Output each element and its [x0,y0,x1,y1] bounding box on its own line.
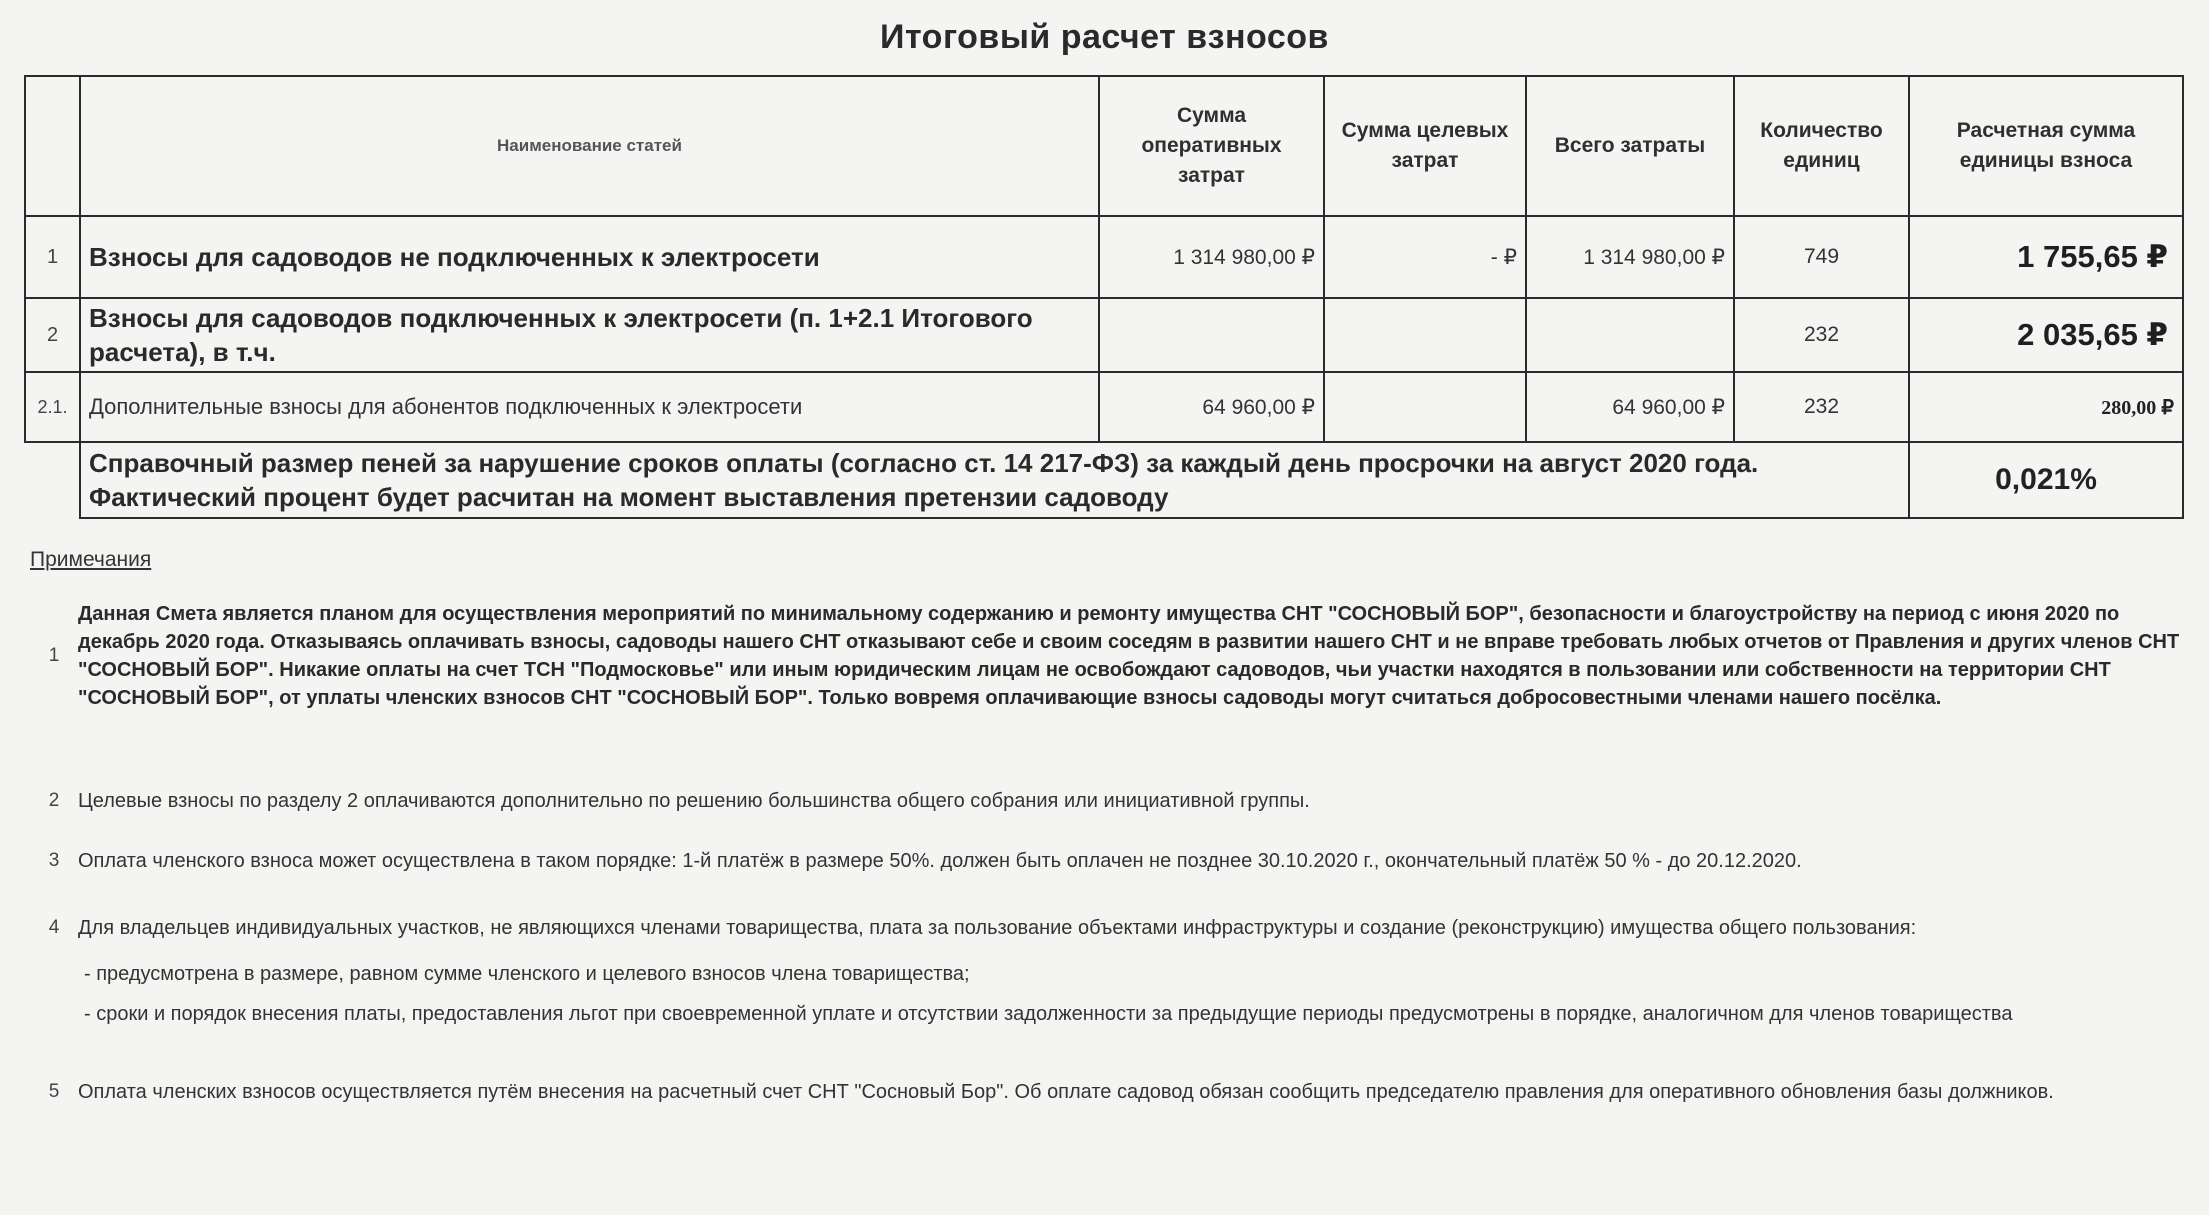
row-num: 1 [25,216,80,298]
note-text: Оплата членского взноса может осуществлена в таком порядке: 1-й платёж в размере 50%. должен быть оплачен не позднее 30.10.2020 г., окончательный платёж 50 % - до 20.12.2020. [78,850,1802,872]
penalty-row [25,442,2183,518]
note-num: 1 [48,645,60,666]
table-row [25,298,2183,372]
row-rate: 280,00 ₽ [1909,372,2183,442]
row-rate: 1 755,65 ₽ [1909,216,2183,298]
note-sub-item: - сроки и порядок внесения платы, предоставления льгот при своевременной уплате и отсутствии задолженности за предыдущие периоды предусмотрены в порядке, аналогичном для членов товарищества [84,1003,2013,1025]
row-name: Дополнительные взносы для абонентов подключенных к электросети [80,372,1099,442]
note-num: 3 [48,850,60,871]
row-target [1324,372,1526,442]
note-item [30,914,2180,942]
note-text: Целевые взносы по разделу 2 оплачиваются дополнительно по решению большинства общего собрания или инициативной группы. [78,790,1310,812]
note-num: 5 [48,1081,60,1102]
row-operational: 1 314 980,00 ₽ [1099,216,1324,298]
header-operational: Сумма оперативных затрат [1099,76,1324,216]
row-total [1526,298,1734,372]
row-units: 749 [1734,216,1909,298]
note-item [30,1078,2180,1106]
row-num: 2 [25,298,80,372]
header-name: Наименование статей [80,76,1099,216]
header-rate: Расчетная сумма единицы взноса [1909,76,2183,216]
table-header-row [25,76,2183,216]
row-target [1324,298,1526,372]
table-row [25,216,2183,298]
row-operational [1099,298,1324,372]
row-rate: 2 035,65 ₽ [1909,298,2183,372]
note-item [30,847,2180,875]
penalty-text: Справочный размер пеней за нарушение сроков оплаты (согласно ст. 14 217-ФЗ) за каждый день просрочки на август 2020 года. Фактический процент будет расчитан на момент выставления претензии садоводу [80,442,1909,518]
note-text: Для владельцев индивидуальных участков, не являющихся членами товарищества, плата за пользование объектами инфраструктуры и создание (реконструкцию) имущества общего пользования: [78,917,1917,939]
note-num: 4 [48,917,60,938]
header-target: Сумма целевых затрат [1324,76,1526,216]
note-sub-item: - предусмотрена в размере, равном сумме членского и целевого взносов члена товарищества; [84,963,970,985]
penalty-num-cell [25,442,80,518]
header-units: Количество единиц [1734,76,1909,216]
row-target: - ₽ [1324,216,1526,298]
table-row [25,372,2183,442]
note-text: Оплата членских взносов осуществляется путём внесения на расчетный счет СНТ "Сосновый Бор". Об оплате садовод обязан сообщить председателю правления для оперативного обновления базы должников. [78,1081,2054,1103]
page-title: Итоговый расчет взносов [880,18,1329,56]
row-total: 64 960,00 ₽ [1526,372,1734,442]
penalty-value: 0,021% [1909,442,2183,518]
notes-title: Примечания [30,548,152,571]
row-name: Взносы для садоводов не подключенных к электросети [80,216,1099,298]
note-num: 2 [48,790,60,811]
note-item [30,787,2180,815]
note-item [30,600,2180,712]
row-num: 2.1. [25,372,80,442]
header-num [25,76,80,216]
header-total: Всего затраты [1526,76,1734,216]
contributions-table [24,75,2184,519]
note-text: Данная Смета является планом для осуществления мероприятий по минимальному содержанию и ремонту имущества СНТ "СОСНОВЫЙ БОР", безопасности и благоустройству на период с июня 2020 по декабрь 2020 года. Отказываясь оплачивать взносы, садоводы нашего СНТ отказывают себе и своим соседям в развитии нашего СНТ и не вправе требовать любых отчетов от Правления и других членов СНТ "СОСНОВЫЙ БОР". Никакие оплаты на счет ТСН "Подмосковье" или иным юридическим лицам не освобождают садоводов, чьи участки находятся в пользовании или собственности на территории СНТ "СОСНОВЫЙ БОР", от уплаты членских взносов СНТ "СОСНОВЫЙ БОР". Только вовремя оплачивающие взносы садоводы могут считаться добросовестными членами нашего посёлка. [78,603,2180,709]
row-total: 1 314 980,00 ₽ [1526,216,1734,298]
row-name: Взносы для садоводов подключенных к электросети (п. 1+2.1 Итогового расчета), в т.ч. [80,298,1099,372]
row-units: 232 [1734,298,1909,372]
row-units: 232 [1734,372,1909,442]
row-operational: 64 960,00 ₽ [1099,372,1324,442]
